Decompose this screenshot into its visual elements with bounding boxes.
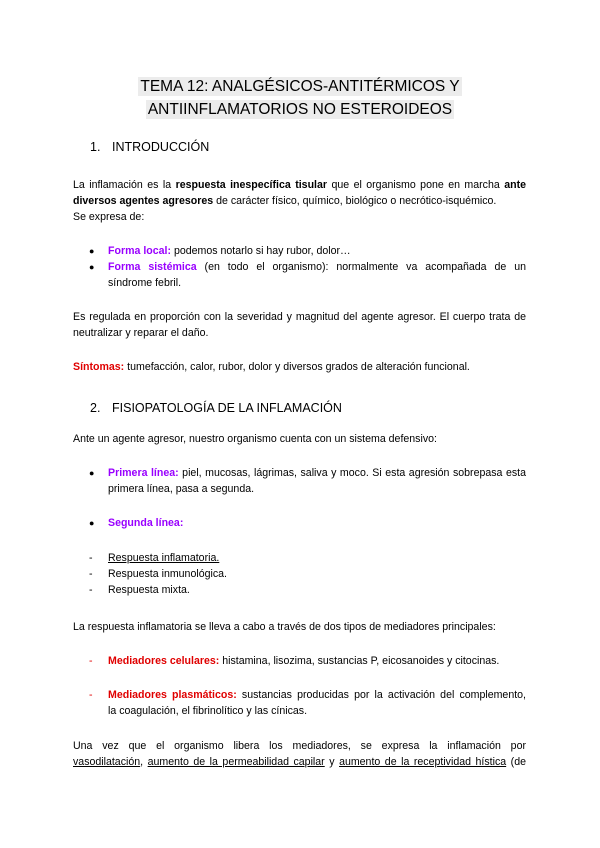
bullet-forma-sistemica: Forma sistémica (en todo el organismo): normalmente va acompañada de un bbox=[108, 261, 526, 273]
bullet-primera-linea-cont: primera línea, pasa a segunda. bbox=[108, 483, 255, 495]
dash-icon: - bbox=[89, 689, 93, 701]
intro-paragraph-line-3: Se expresa de: bbox=[73, 211, 145, 223]
inflammation-paragraph-line-1: Una vez que el organismo libera los mediadores, se expresa la inflamación por bbox=[73, 740, 526, 752]
list-item-respuesta-inflamatoria: Respuesta inflamatoria. bbox=[108, 552, 220, 564]
bullet-forma-sistemica-cont: síndrome febril. bbox=[108, 277, 182, 289]
bullet-icon: ● bbox=[89, 246, 95, 256]
bullet-icon: ● bbox=[89, 262, 95, 272]
dash-icon: - bbox=[89, 655, 93, 667]
bullet-icon: ● bbox=[89, 468, 95, 478]
list-item-respuesta-inmunologica: Respuesta inmunológica. bbox=[108, 568, 227, 580]
regulation-paragraph-line-1: Es regulada en proporción con la severidad y magnitud del agente agresor. El cuerpo trata de bbox=[73, 311, 526, 323]
defense-intro-paragraph: Ante un agente agresor, nuestro organismo cuenta con un sistema defensivo: bbox=[73, 433, 437, 445]
mediators-intro-paragraph: La respuesta inflamatoria se lleva a cabo a través de dos tipos de mediadores principales: bbox=[73, 621, 496, 633]
intro-paragraph-line-2: diversos agentes agresores de carácter físico, químico, biológico o necrótico-isquémico. bbox=[73, 195, 497, 207]
symptoms-paragraph: Síntomas: tumefacción, calor, rubor, dolor y diversos grados de alteración funcional. bbox=[73, 361, 470, 373]
page-title-line-1: TEMA 12: ANALGÉSICOS-ANTITÉRMICOS Y bbox=[140, 78, 460, 95]
bullet-primera-linea: Primera línea: piel, mucosas, lágrimas, saliva y moco. Si esta agresión sobrepasa esta bbox=[108, 467, 526, 479]
bullet-segunda-linea: Segunda línea: bbox=[108, 517, 184, 529]
intro-paragraph-line-1: La inflamación es la respuesta inespecífica tisular que el organismo pone en marcha ante bbox=[73, 179, 526, 191]
dash-icon: - bbox=[89, 552, 93, 564]
list-item-mediadores-plasmaticos-cont: la coagulación, el fibrinolítico y las cínicas. bbox=[108, 705, 308, 717]
list-item-mediadores-celulares: Mediadores celulares: histamina, lisozima, sustancias P, eicosanoides y citocinas. bbox=[108, 655, 500, 667]
document-page: TEMA 12: ANALGÉSICOS-ANTITÉRMICOS Y ANTIINFLAMATORIOS NO ESTEROIDEOS 1. INTRODUCCIÓN La inflamación es la respuesta inespecífica tisular que el organismo pone en marcha ante diversos agentes agresores de carácter físico, químico, biológico o necrótico-isquémico. Se expresa de: ● Forma local: podemos notarlo si hay rubor, dolor… ● Forma sistémica (en todo el organismo): normalmente va acompañada de un síndrome febril. Es regulada en proporción con la severidad y magnitud del agente agresor. El cuerpo trata de neutralizar y reparar el daño. Síntomas: tumefacción, calor, rubor, dolor y diversos grados de alteración funcional. 2. FISIOPATOLOGÍA DE LA INFLAMACIÓN Ante un agente agresor, nuestro organismo cuenta con un sistema defensivo: ● Primera línea: piel, mucosas, lágrimas, saliva y moco. Si esta agresión sobrepasa esta primera línea, pasa a segunda. ● Segunda línea: - Respuesta inflamatoria. - Respuesta inmunológica. - Respuesta mixta. La respuesta inflamatoria se lleva a cabo a través de dos tipos de mediadores principales: - Mediadores celulares: histamina, lisozima, sustancias P, eicosanoides y citocinas. - Mediadores plasmáticos: sustancias producidas por la activación del complemento, la coagulación, el fibrinolítico y las cínicas. Una vez que el organismo libera los mediadores, se expresa la inflamación por vasodilatación, aumento de la permeabilidad capilar y aumento de la receptividad hística (de bbox=[0, 0, 600, 848]
dash-icon: - bbox=[89, 568, 93, 580]
dash-icon: - bbox=[89, 584, 93, 596]
list-item-mediadores-plasmaticos: Mediadores plasmáticos: sustancias producidas por la activación del complemento, bbox=[108, 689, 526, 701]
bullet-icon: ● bbox=[89, 518, 95, 528]
regulation-paragraph-line-2: neutralizar y reparar el daño. bbox=[73, 327, 209, 339]
inflammation-paragraph-line-2: vasodilatación, aumento de la permeabilidad capilar y aumento de la receptividad hística (de bbox=[73, 756, 526, 768]
page-title-line-2: ANTIINFLAMATORIOS NO ESTEROIDEOS bbox=[147, 101, 453, 118]
bullet-forma-local: Forma local: podemos notarlo si hay rubor, dolor… bbox=[108, 245, 351, 257]
list-item-respuesta-mixta: Respuesta mixta. bbox=[108, 584, 190, 596]
